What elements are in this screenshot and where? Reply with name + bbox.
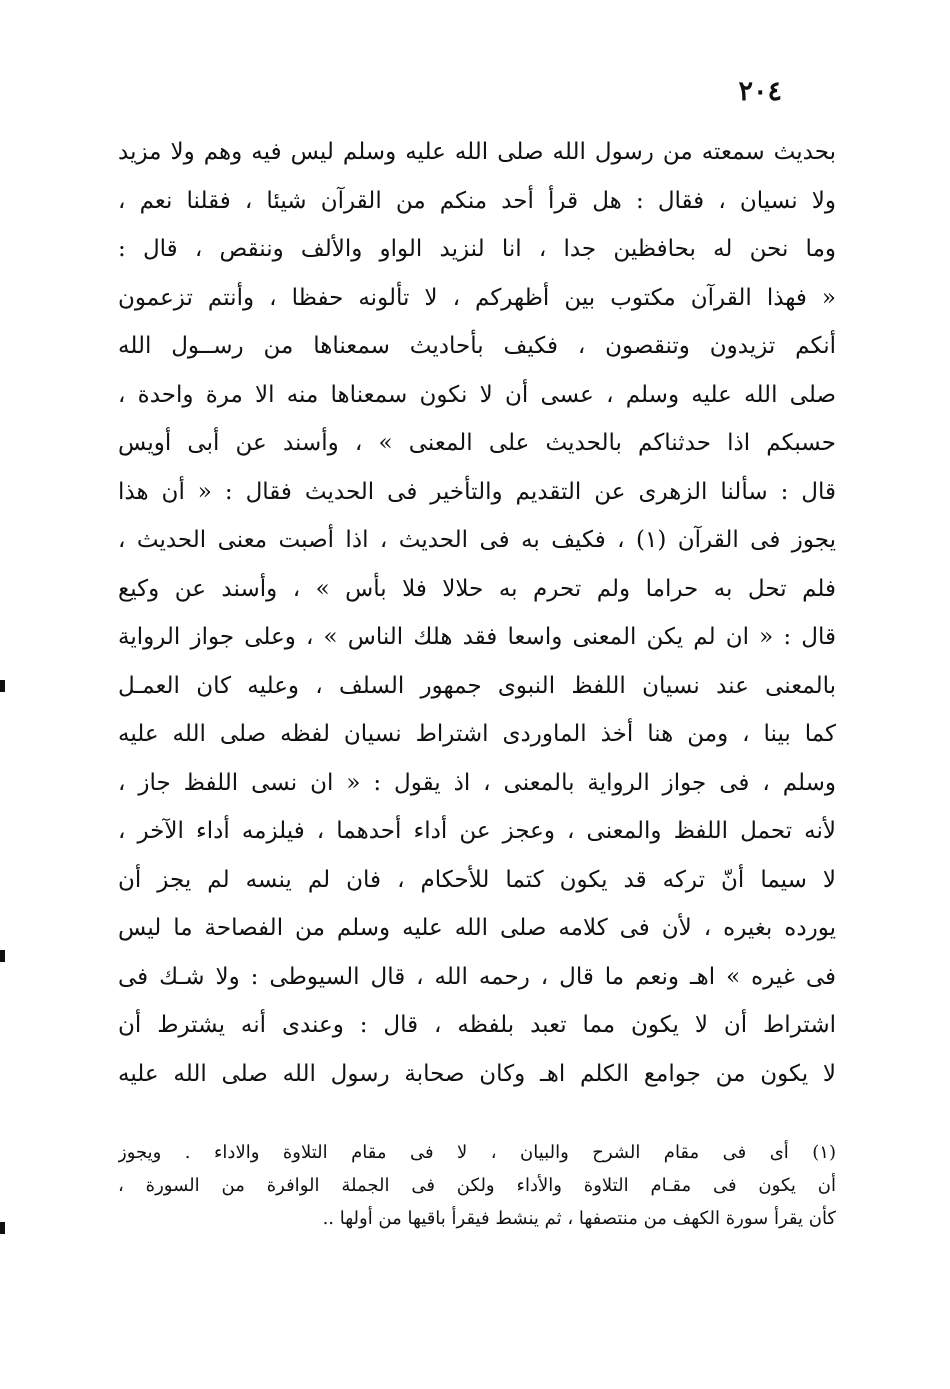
text-line: أنكم تزيدون وتنقصون ، فكيف بأحاديث سمعناها من رســول الله bbox=[118, 333, 836, 359]
text-line: وما نحن له بحافظين جدا ، انا لنزيد الواو والألف وننقص ، قال : bbox=[118, 236, 836, 262]
footnote-line: كأن يقرأ سورة الكهف من منتصفها ، ثم ينشط فيقرأ باقيها من أولها .. bbox=[322, 1208, 836, 1229]
text-line: يجوز فى القرآن (١) ، فكيف به فى الحديث ، اذا أصبت معنى الحديث ، bbox=[118, 527, 836, 553]
text-line: « فهذا القرآن مكتوب بين أظهركم ، لا تألونه حفظا ، وأنتم تزعمون bbox=[118, 284, 836, 311]
text-line: لأنه تحمل اللفظ والمعنى ، وعجز عن أداء أحدهما ، فيلزمه أداء الآخر ، bbox=[118, 818, 836, 844]
text-line: يورده بغيره ، لأن فى كلامه صلى الله عليه وسلم من الفصاحة ما ليس bbox=[118, 915, 836, 941]
text-line: قال : « ان لم يكن المعنى واسعا فقد هلك الناس » ، وعلى جواز الرواية bbox=[118, 624, 836, 650]
scan-margin-mark bbox=[0, 680, 5, 692]
scan-margin-mark bbox=[0, 950, 5, 962]
text-line: حسبكم اذا حدثناكم بالحديث على المعنى » ، وأسند عن أبى أويس bbox=[118, 430, 836, 456]
text-line: كما بينا ، ومن هنا أخذ الماوردى اشتراط نسيان لفظه صلى الله عليه bbox=[118, 721, 836, 747]
text-line: ولا نسيان ، فقال : هل قرأ أحد منكم من القرآن شيئا ، فقلنا نعم ، bbox=[118, 187, 836, 214]
text-line: لا سيما أنّ تركه قد يكون كتما للأحكام ، فان لم ينسه لم يجز أن bbox=[118, 866, 836, 893]
text-line: قال : سألنا الزهرى عن التقديم والتأخير فى الحديث فقال : « أن هذا bbox=[118, 478, 836, 505]
text-line: وسلم ، فى جواز الرواية بالمعنى ، اذ يقول : « ان نسى اللفظ جاز ، bbox=[118, 769, 836, 796]
text-line: بالمعنى عند نسيان اللفظ النبوى جمهور السلف ، وعليه كان العمـل bbox=[118, 672, 836, 699]
main-text-block bbox=[118, 128, 836, 1098]
text-line: لا يكون من جوامع الكلم اهـ وكان صحابة رسول الله صلى الله عليه bbox=[118, 1060, 836, 1087]
footnotes-block bbox=[118, 1136, 836, 1235]
page-number: ٢٠٤ bbox=[738, 76, 782, 107]
text-line: بحديث سمعته من رسول الله صلى الله عليه وسلم ليس فيه وهم ولا مزيد bbox=[118, 139, 836, 165]
footnote-line: أن يكون فى مقـام التلاوة والأداء ولكن فى الجملة الوافرة من السورة ، bbox=[118, 1175, 836, 1196]
text-line: فلم تحل به حراما ولم تحرم به حلالا فلا بأس » ، وأسند عن وكيع bbox=[118, 575, 836, 602]
scan-margin-mark bbox=[0, 1222, 5, 1234]
text-line: اشتراط أن لا يكون مما تعبد بلفظه ، قال : وعندى أنه يشترط أن bbox=[118, 1012, 836, 1038]
footnote-line: (١) أى فى مقام الشرح والبيان ، لا فى مقام التلاوة والاداء . ويجوز bbox=[118, 1142, 836, 1163]
text-line: صلى الله عليه وسلم ، عسى أن لا نكون سمعناها منه الا مرة واحدة ، bbox=[118, 381, 836, 408]
text-line: فى غيره » اهـ ونعم ما قال ، رحمه الله ، قال السيوطى : ولا شـك فى bbox=[118, 963, 836, 990]
